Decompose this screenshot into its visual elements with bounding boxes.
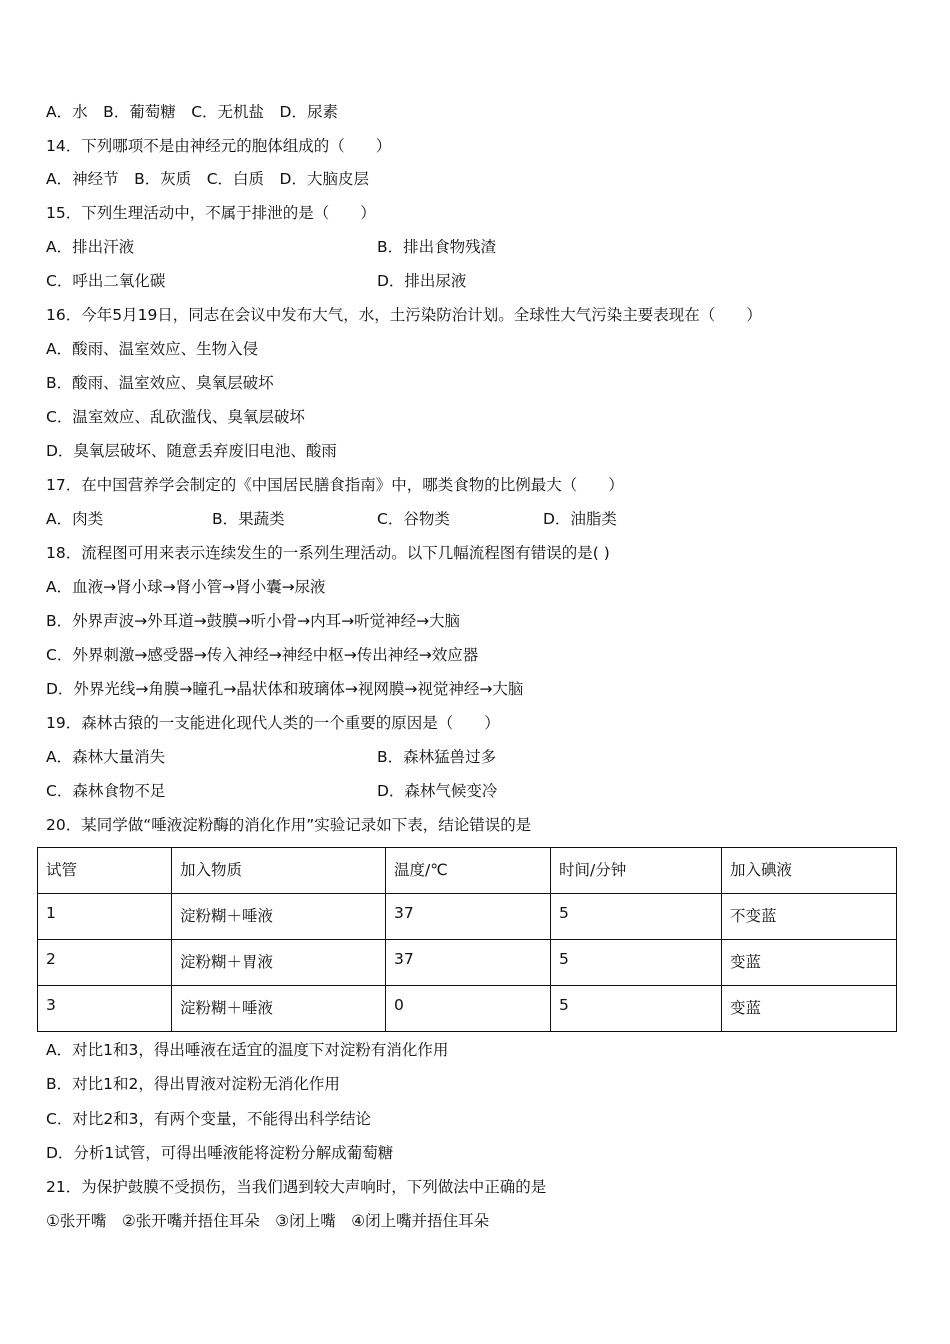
q15-option-a: A．排出汗液 <box>46 238 135 256</box>
q19-option-b: B．森林猛兽过多 <box>377 748 497 766</box>
table-cell: 淀粉糊＋唾液 <box>172 986 386 1032</box>
table-header: 加入物质 <box>172 848 386 894</box>
q18-option-a: A．血液→肾小球→肾小管→肾小囊→尿液 <box>46 578 326 596</box>
table-cell: 37 <box>386 894 551 940</box>
q17-option-a: A．肉类 <box>46 510 104 528</box>
table-cell: 37 <box>386 940 551 986</box>
table-cell: 淀粉糊＋胃液 <box>172 940 386 986</box>
experiment-table <box>37 847 897 1032</box>
table-cell: 0 <box>386 986 551 1032</box>
q18-stem: 18．流程图可用来表示连续发生的一系列生理活动。以下几幅流程图有错误的是( ) <box>46 544 610 562</box>
table-cell: 5 <box>551 940 722 986</box>
table-cell: 变蓝 <box>722 986 897 1032</box>
q20-option-b: B．对比1和2，得出胃液对淀粉无消化作用 <box>46 1075 340 1093</box>
q14-options: A．神经节 B．灰质 C．白质 D．大脑皮层 <box>46 170 369 188</box>
q19-option-c: C．森林食物不足 <box>46 782 166 800</box>
table-row <box>38 894 897 940</box>
q16-option-b: B．酸雨、温室效应、臭氧层破坏 <box>46 374 274 392</box>
q20-option-a: A．对比1和3，得出唾液在适宜的温度下对淀粉有消化作用 <box>46 1041 449 1059</box>
q17-option-d: D．油脂类 <box>543 510 617 528</box>
q16-option-c: C．温室效应、乱砍滥伐、臭氧层破坏 <box>46 408 305 426</box>
table-header: 试管 <box>38 848 172 894</box>
q15-option-c: C．呼出二氧化碳 <box>46 272 166 290</box>
q14-stem: 14．下列哪项不是由神经元的胞体组成的（ ） <box>46 137 392 155</box>
table-header: 温度/℃ <box>386 848 551 894</box>
table-header: 时间/分钟 <box>551 848 722 894</box>
table-header-row <box>38 848 897 894</box>
q21-stem: 21．为保护鼓膜不受损伤，当我们遇到较大声响时，下列做法中正确的是 <box>46 1178 547 1196</box>
table-cell: 不变蓝 <box>722 894 897 940</box>
q19-option-a: A．森林大量消失 <box>46 748 166 766</box>
q18-option-d: D．外界光线→角膜→瞳孔→晶状体和玻璃体→视网膜→视觉神经→大脑 <box>46 680 524 698</box>
q18-option-c: C．外界刺激→感受器→传入神经→神经中枢→传出神经→效应器 <box>46 646 479 664</box>
table-cell: 3 <box>38 986 172 1032</box>
table-header: 加入碘液 <box>722 848 897 894</box>
table-cell: 5 <box>551 894 722 940</box>
q19-option-d: D．森林气候变冷 <box>377 782 498 800</box>
q21-options: ①张开嘴 ②张开嘴并捂住耳朵 ③闭上嘴 ④闭上嘴并捂住耳朵 <box>46 1212 490 1230</box>
q17-option-b: B．果蔬类 <box>212 510 285 528</box>
q16-option-d: D．臭氧层破坏、随意丢弃废旧电池、酸雨 <box>46 442 337 460</box>
q20-option-c: C．对比2和3，有两个变量，不能得出科学结论 <box>46 1110 372 1128</box>
q16-option-a: A．酸雨、温室效应、生物入侵 <box>46 340 259 358</box>
table-cell: 5 <box>551 986 722 1032</box>
q15-option-d: D．排出尿液 <box>377 272 467 290</box>
table-cell: 1 <box>38 894 172 940</box>
table-cell: 变蓝 <box>722 940 897 986</box>
table-cell: 2 <box>38 940 172 986</box>
table-row <box>38 940 897 986</box>
q13-options: A．水 B．葡萄糖 C．无机盐 D．尿素 <box>46 103 338 121</box>
q18-option-b: B．外界声波→外耳道→鼓膜→听小骨→内耳→听觉神经→大脑 <box>46 612 461 630</box>
q20-option-d: D．分析1试管，可得出唾液能将淀粉分解成葡萄糖 <box>46 1144 394 1162</box>
table-row <box>38 986 897 1032</box>
q16-stem: 16．今年5月19日，同志在会议中发布大气，水，土污染防治计划。全球性大气污染主要表现在（ ） <box>46 306 762 324</box>
q15-option-b: B．排出食物残渣 <box>377 238 497 256</box>
q19-stem: 19．森林古猿的一支能进化现代人类的一个重要的原因是（ ） <box>46 714 500 732</box>
q15-stem: 15．下列生理活动中，不属于排泄的是（ ） <box>46 204 376 222</box>
q17-option-c: C．谷物类 <box>377 510 450 528</box>
table-cell: 淀粉糊＋唾液 <box>172 894 386 940</box>
q17-stem: 17．在中国营养学会制定的《中国居民膳食指南》中，哪类食物的比例最大（ ） <box>46 476 624 494</box>
q20-stem: 20．某同学做“唾液淀粉酶的消化作用”实验记录如下表，结论错误的是 <box>46 816 532 834</box>
